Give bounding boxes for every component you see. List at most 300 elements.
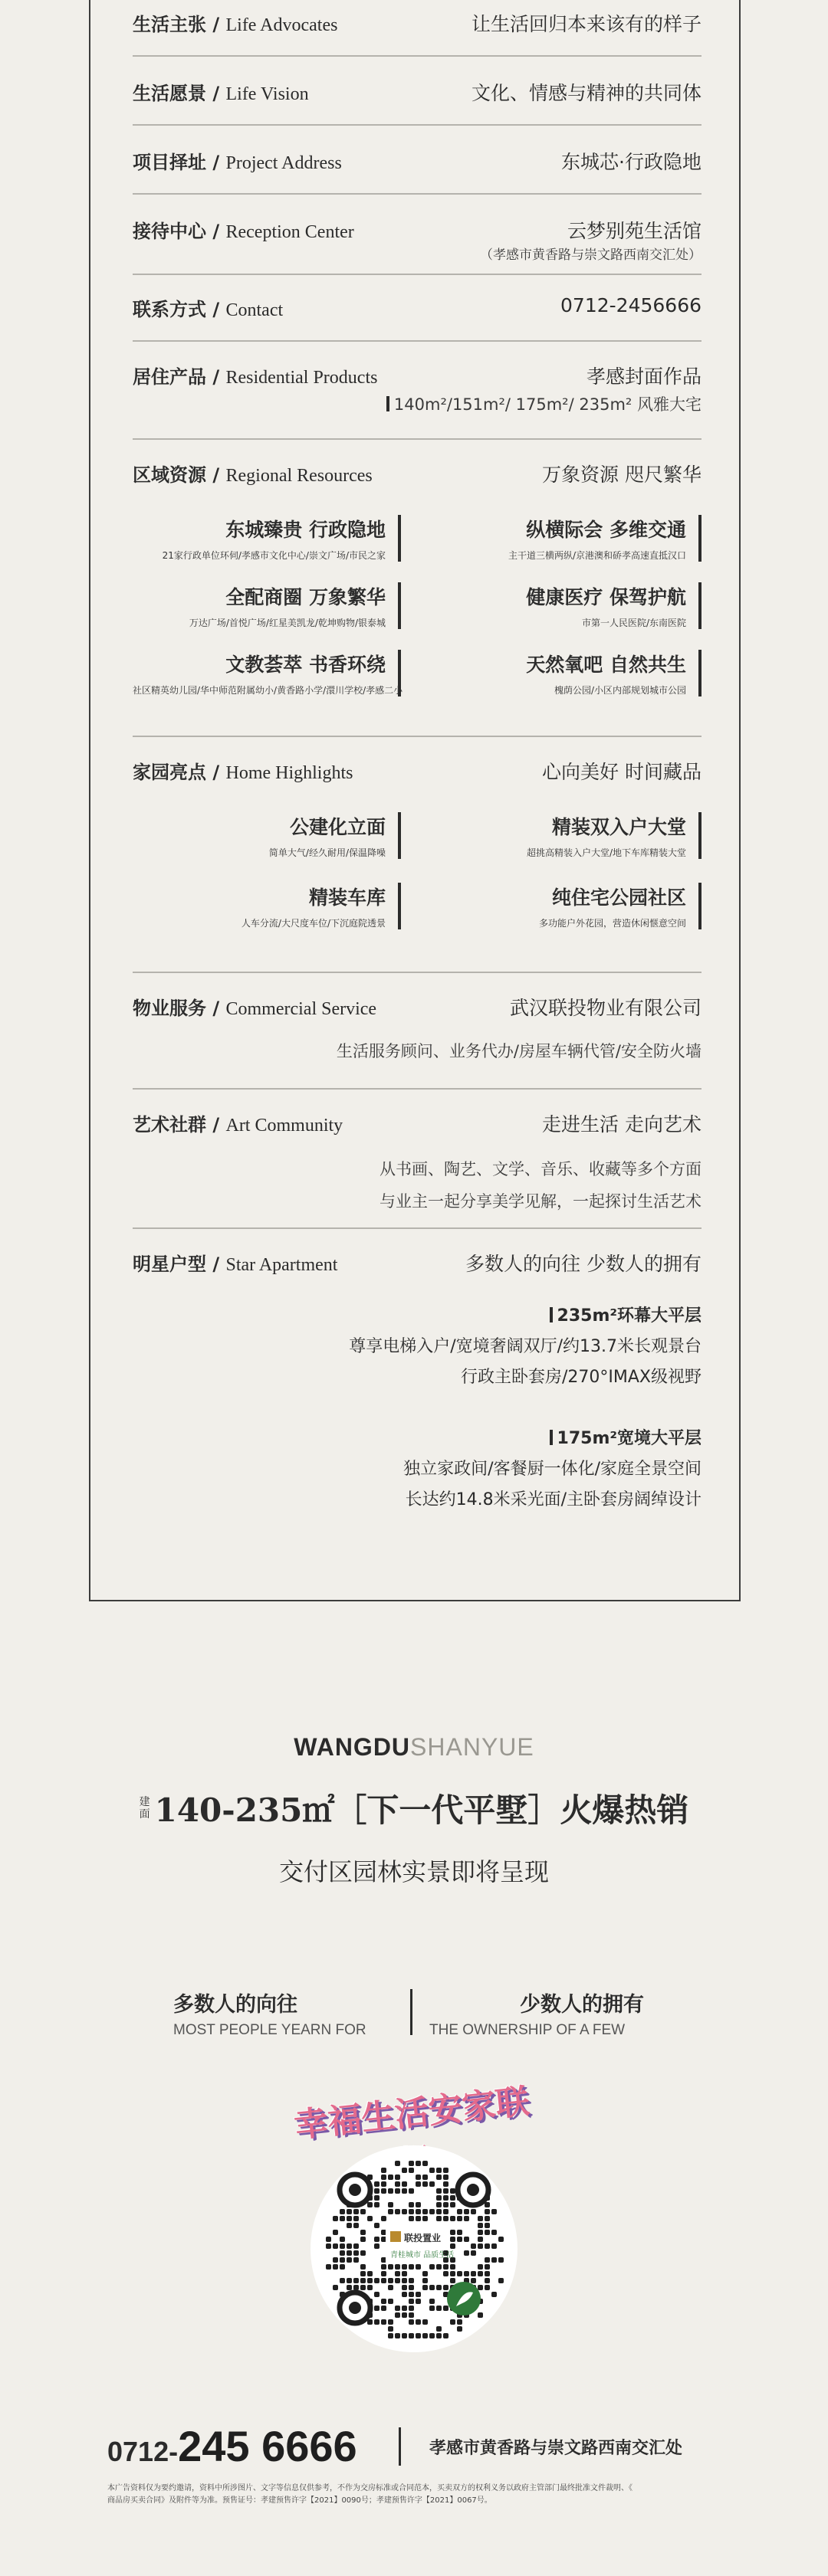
qr-dot xyxy=(374,2181,380,2187)
slogan-left xyxy=(173,1988,396,2039)
qr-dot xyxy=(374,2292,380,2297)
qr-dot xyxy=(340,2237,345,2242)
qr-dot xyxy=(395,2312,400,2318)
qr-dot xyxy=(409,2168,414,2173)
qr-dot xyxy=(340,2216,345,2221)
qr-dot xyxy=(374,2188,380,2194)
qr-dot xyxy=(381,2264,386,2270)
regional-item xyxy=(433,650,702,696)
footer-phone[interactable] xyxy=(107,2421,357,2471)
value: 走进生活 走向艺术 xyxy=(542,1113,702,1136)
qr-dot xyxy=(395,2188,400,2194)
qr-dot xyxy=(436,2175,442,2180)
qr-dot xyxy=(333,2257,338,2263)
item-title: 公建化立面 xyxy=(289,816,386,838)
qr-dot xyxy=(450,2216,455,2221)
qr-dot xyxy=(471,2209,476,2214)
qr-dot xyxy=(402,2271,407,2276)
qr-dot xyxy=(422,2209,428,2214)
row-project-address: 项目择址 / Project Address 东城芯·行政隐地 xyxy=(133,147,702,174)
art-line-2: 与业主一起分享美学见解，一起探讨生活艺术 xyxy=(380,1192,702,1211)
qr-dot xyxy=(429,2306,435,2311)
qr-dot xyxy=(450,2195,455,2201)
qr-dot xyxy=(381,2319,386,2325)
label-cn: 接待中心 xyxy=(133,221,206,242)
qr-dot xyxy=(409,2312,414,2318)
qr-dot xyxy=(491,2230,497,2235)
row-art: 艺术社群 / Art Community 走进生活 走向艺术 从书画、陶艺、文学、音乐、收藏等多个方面 与业主一起分享美学见解，一起探讨生活艺术 xyxy=(133,1109,702,1209)
regional-item xyxy=(433,582,702,629)
qr-code[interactable] xyxy=(310,2145,518,2352)
qr-dot xyxy=(367,2202,373,2207)
qr-dot xyxy=(457,2237,462,2242)
qr-dot xyxy=(340,2278,345,2283)
regional-item xyxy=(133,515,401,562)
qr-dot xyxy=(381,2230,386,2235)
qr-dot xyxy=(326,2237,331,2242)
qr-dot xyxy=(402,2292,407,2297)
value: 孝感封面作品 xyxy=(586,365,702,388)
divider xyxy=(133,124,702,126)
label-cn: 区域资源 xyxy=(133,464,206,486)
qr-dot xyxy=(498,2237,504,2242)
disclaimer xyxy=(107,2483,736,2507)
brand-logo xyxy=(0,1733,828,1762)
qr-dot xyxy=(471,2243,476,2249)
home-item xyxy=(433,883,702,929)
qr-dot xyxy=(443,2202,449,2207)
divider xyxy=(133,972,702,973)
logo-shanyue: SHANYUE xyxy=(410,1733,534,1761)
qr-dot xyxy=(360,2250,366,2256)
label-cn: 联系方式 xyxy=(133,299,206,320)
qr-dot xyxy=(436,2202,442,2207)
slogan-right xyxy=(429,1988,675,2039)
qr-dot xyxy=(326,2243,331,2249)
qr-dot xyxy=(416,2175,421,2180)
banner-text: 幸福生活安家联投 xyxy=(292,2082,531,2146)
disclaimer-line-2: 商品房买卖合同》及附件等为准。预售证号：孝建预售许字【2021】0090号；孝建预售许字【2021】0067号。 xyxy=(107,2496,492,2505)
qr-dot xyxy=(457,2216,462,2221)
qr-finder-dot xyxy=(467,2184,479,2196)
headline-text: 140-235㎡［下一代平墅］火爆热销 xyxy=(154,1791,689,1829)
qr-dot xyxy=(347,2278,352,2283)
item-desc: 多功能户外花园，营造休闲惬意空间 xyxy=(538,918,686,929)
qr-dot xyxy=(478,2285,483,2290)
qr-dot xyxy=(416,2161,421,2166)
item-title: 天然氧吧 自然共生 xyxy=(526,654,686,676)
slogan-right-cn: 少数人的拥有 xyxy=(520,1993,644,2017)
item-desc: 市第一人民医院/东南医院 xyxy=(581,618,686,628)
qr-dot xyxy=(388,2209,393,2214)
qr-dot xyxy=(388,2202,393,2207)
qr-dot xyxy=(485,2278,490,2283)
qr-dot xyxy=(353,2250,359,2256)
qr-dot xyxy=(381,2188,386,2194)
item-desc: 万达广场/首悦广场/红星美凯龙/乾坤购物/银泰城 xyxy=(189,618,386,628)
footer-address: 孝感市黄香路与崇文路西南交汇处 xyxy=(429,2439,683,2458)
qr-dot xyxy=(436,2326,442,2332)
qr-dot xyxy=(443,2285,449,2290)
qr-dot xyxy=(360,2209,366,2214)
qr-dot xyxy=(429,2264,435,2270)
qr-dot xyxy=(353,2216,359,2221)
qr-dot xyxy=(429,2168,435,2173)
qr-dot xyxy=(395,2209,400,2214)
qr-dot xyxy=(429,2333,435,2338)
row-home: 家园亮点 / Home Highlights 心向美好 时间藏品 xyxy=(133,757,702,784)
label-en: Reception Center xyxy=(225,222,354,242)
qr-dot xyxy=(395,2175,400,2180)
qr-dot xyxy=(416,2319,421,2325)
contact-phone[interactable]: 0712-2456666 xyxy=(560,294,702,316)
qr-dot xyxy=(457,2326,462,2332)
qr-dot xyxy=(471,2278,476,2283)
qr-dot xyxy=(381,2271,386,2276)
row-reception: 接待中心 / Reception Center 云梦别苑生活馆 （孝感市黄香路与崇文路西南交汇处） xyxy=(133,216,702,262)
divider xyxy=(133,736,702,737)
footer-divider xyxy=(399,2427,401,2466)
subline: 交付区园林实景即将呈现 xyxy=(278,1857,549,1886)
qr-dot xyxy=(429,2181,435,2187)
label-en: Home Highlights xyxy=(225,763,353,783)
qr-dot xyxy=(457,2319,462,2325)
qr-dot xyxy=(443,2264,449,2270)
qr-dot xyxy=(353,2278,359,2283)
phone-main: 245 6666 xyxy=(178,2422,357,2470)
qr-dot xyxy=(395,2161,400,2166)
qr-dot xyxy=(381,2237,386,2242)
regional-item xyxy=(133,650,401,696)
divider xyxy=(133,438,702,440)
qr-dot xyxy=(353,2243,359,2249)
qr-dot xyxy=(402,2306,407,2311)
item-title: 精装双入户大堂 xyxy=(551,816,686,838)
qr-dot xyxy=(402,2312,407,2318)
qr-dot xyxy=(457,2209,462,2214)
qr-dot xyxy=(436,2333,442,2338)
qr-dot xyxy=(443,2195,449,2201)
qr-dot xyxy=(395,2306,400,2311)
value: 万象资源 咫尺繁华 xyxy=(542,464,702,486)
qr-dot xyxy=(409,2319,414,2325)
qr-dot xyxy=(367,2278,373,2283)
qr-dot xyxy=(353,2223,359,2228)
qr-dot xyxy=(381,2181,386,2187)
qr-dot xyxy=(450,2230,455,2235)
headline xyxy=(0,1785,828,1831)
qr-dot xyxy=(464,2209,469,2214)
qr-dot xyxy=(457,2230,462,2235)
qr-dot xyxy=(450,2278,455,2283)
item-title: 精装车库 xyxy=(308,887,386,909)
bar-mark xyxy=(386,396,389,411)
qr-text: 青桂城市 品质生活 xyxy=(390,2251,455,2260)
qr-dot xyxy=(333,2216,338,2221)
qr-dot xyxy=(436,2188,442,2194)
qr-badge: 联投置业 xyxy=(404,2233,442,2243)
qr-dot xyxy=(485,2271,490,2276)
qr-finder-dot xyxy=(349,2184,361,2196)
item-title: 东城臻贵 行政隐地 xyxy=(225,519,386,541)
qr-dot xyxy=(416,2299,421,2304)
qr-dot xyxy=(409,2285,414,2290)
row-life-advocates: 生活主张 / Life Advocates 让生活回归本来该有的样子 xyxy=(133,9,702,36)
qr-dot xyxy=(422,2181,428,2187)
qr-dot xyxy=(464,2271,469,2276)
value: 让生活回归本来该有的样子 xyxy=(471,13,702,35)
item-desc: 超挑高精装入户大堂/地下车库精装大堂 xyxy=(526,847,686,858)
qr-dot xyxy=(450,2202,455,2207)
qr-dot xyxy=(485,2257,490,2263)
qr-dot xyxy=(422,2271,428,2276)
label-cn: 艺术社群 xyxy=(133,1114,206,1136)
qr-dot xyxy=(347,2285,352,2290)
qr-dot xyxy=(409,2306,414,2311)
qr-dot xyxy=(464,2216,469,2221)
qr-dot xyxy=(478,2237,483,2242)
qr-dot xyxy=(443,2181,449,2187)
qr-dot xyxy=(347,2223,352,2228)
qr-dot xyxy=(360,2285,366,2290)
qr-dot xyxy=(367,2216,373,2221)
qr-dot xyxy=(409,2278,414,2283)
row-contact: 联系方式 / Contact 0712-2456666 xyxy=(133,294,702,320)
bar-mark xyxy=(550,1307,553,1322)
qr-dot xyxy=(422,2333,428,2338)
logo-wangdu: WANGDU xyxy=(294,1733,411,1761)
qr-dot xyxy=(478,2230,483,2235)
label-en: Contact xyxy=(225,300,284,320)
row-star: 明星户型 / Star Apartment 多数人的向往 少数人的拥有 235m²环幕大平层 尊享电梯入户/宽境奢阔双厅/约13.7米长观景台 行政主卧套房/270°IMAX级视野 175m²宽境大平层 独立家政间/客餐厨一体化/家庭全景空间 长达约14.8米采光面/主卧套房阔绰设计 xyxy=(133,1249,702,1586)
divider xyxy=(133,193,702,195)
qr-dot xyxy=(347,2216,352,2221)
qr-dot xyxy=(367,2285,373,2290)
qr-dot xyxy=(416,2264,421,2270)
qr-dot xyxy=(374,2195,380,2201)
qr-dot xyxy=(388,2285,393,2290)
qr-dot xyxy=(409,2202,414,2207)
qr-dot xyxy=(485,2285,490,2290)
qr-dot xyxy=(478,2243,483,2249)
label-en: Art Community xyxy=(225,1116,343,1136)
item-desc: 槐荫公园/小区内部规划城市公园 xyxy=(554,685,686,696)
qr-dot xyxy=(347,2243,352,2249)
qr-dot xyxy=(353,2257,359,2263)
qr-dot xyxy=(374,2237,380,2242)
qr-dot xyxy=(416,2181,421,2187)
qr-dot xyxy=(485,2230,490,2235)
item-desc: 21家行政单位环伺/孝感市文化中心/崇文广场/市民之家 xyxy=(162,550,386,561)
qr-dot xyxy=(340,2250,345,2256)
label-cn: 生活愿景 xyxy=(133,83,206,104)
qr-dot xyxy=(402,2264,407,2270)
qr-dot xyxy=(416,2333,421,2338)
qr-dot xyxy=(360,2230,366,2235)
qr-dot xyxy=(436,2264,442,2270)
qr-dot xyxy=(443,2175,449,2180)
qr-dot xyxy=(360,2264,366,2270)
qr-dot xyxy=(450,2264,455,2270)
slogan-right-en: THE OWNERSHIP OF A FEW xyxy=(429,2022,626,2038)
divider xyxy=(133,1227,702,1229)
qr-dot xyxy=(491,2257,497,2263)
qr-dot xyxy=(402,2333,407,2338)
label-en: Life Advocates xyxy=(225,15,338,35)
qr-dot xyxy=(422,2161,428,2166)
item-desc: 简单大气/经久耐用/保温降噪 xyxy=(268,847,386,858)
qr-dot xyxy=(491,2209,497,2214)
area-label-1: 建 xyxy=(139,1796,150,1808)
qr-dot xyxy=(478,2271,483,2276)
label-cn: 家园亮点 xyxy=(133,762,206,783)
qr-dot xyxy=(443,2209,449,2214)
qr-dot xyxy=(353,2285,359,2290)
qr-dot xyxy=(409,2299,414,2304)
qr-dot xyxy=(422,2175,428,2180)
qr-dot xyxy=(333,2230,338,2235)
qr-dot xyxy=(409,2188,414,2194)
qr-dot xyxy=(485,2243,490,2249)
value: 云梦别苑生活馆 xyxy=(567,220,702,242)
qr-dot xyxy=(333,2264,338,2270)
qr-dot xyxy=(498,2278,504,2283)
qr-dot xyxy=(395,2278,400,2283)
label-cn: 明星户型 xyxy=(133,1254,206,1275)
qr-dot xyxy=(429,2285,435,2290)
info-card xyxy=(89,0,741,1601)
qr-dot xyxy=(367,2271,373,2276)
slogan-divider xyxy=(410,1989,412,2035)
home-item xyxy=(433,812,702,859)
item-title: 全配商圈 万象繁华 xyxy=(225,586,386,608)
qr-dot xyxy=(409,2161,414,2166)
label-cn: 物业服务 xyxy=(133,998,206,1019)
qr-dot xyxy=(443,2306,449,2311)
qr-dot xyxy=(347,2250,352,2256)
item-title: 纵横际会 多维交通 xyxy=(526,519,686,541)
art-line-1: 从书画、陶艺、文学、音乐、收藏等多个方面 xyxy=(380,1160,702,1178)
qr-dot xyxy=(450,2319,455,2325)
qr-dot xyxy=(450,2271,455,2276)
regional-item xyxy=(133,582,401,629)
qr-dot xyxy=(409,2216,414,2221)
qr-dot xyxy=(388,2264,393,2270)
slogan-left-cn: 多数人的向往 xyxy=(173,1993,297,2017)
qr-dot xyxy=(347,2209,352,2214)
qr-dot xyxy=(395,2271,400,2276)
qr-dot xyxy=(374,2306,380,2311)
unit-line: 尊享电梯入户/宽境奢阔双厅/约13.7米长观景台 xyxy=(349,1337,702,1356)
reception-address: （孝感市黄香路与崇文路西南交汇处） xyxy=(480,247,702,263)
qr-dot xyxy=(422,2285,428,2290)
qr-dot xyxy=(381,2278,386,2283)
qr-dot xyxy=(478,2216,483,2221)
row-regional: 区域资源 / Regional Resources 万象资源 咫尺繁华 xyxy=(133,460,702,487)
qr-dot xyxy=(374,2278,380,2283)
qr-dot xyxy=(409,2209,414,2214)
divider xyxy=(133,1088,702,1090)
divider xyxy=(133,274,702,275)
qr-dot xyxy=(436,2285,442,2290)
qr-dot xyxy=(340,2264,345,2270)
qr-dot xyxy=(402,2188,407,2194)
qr-dot xyxy=(409,2292,414,2297)
qr-dot xyxy=(485,2264,490,2270)
qr-dot xyxy=(381,2168,386,2173)
qr-dot xyxy=(422,2278,428,2283)
qr-dot xyxy=(422,2216,428,2221)
qr-dot xyxy=(388,2299,393,2304)
qr-dot xyxy=(374,2319,380,2325)
item-title: 健康医疗 保驾护航 xyxy=(526,586,686,608)
qr-dot xyxy=(478,2223,483,2228)
qr-dot xyxy=(388,2278,393,2283)
qr-dot xyxy=(402,2209,407,2214)
qr-dot xyxy=(381,2257,386,2263)
label-en: Life Vision xyxy=(225,84,309,104)
qr-dot xyxy=(381,2216,386,2221)
phone-prefix: 0712- xyxy=(107,2436,179,2467)
qr-dot xyxy=(443,2271,449,2276)
qr-dot xyxy=(491,2243,497,2249)
home-item xyxy=(133,812,401,859)
qr-dot xyxy=(374,2223,380,2228)
qr-dot xyxy=(471,2250,476,2256)
value: 武汉联投物业有限公司 xyxy=(509,997,702,1019)
label-en: Residential Products xyxy=(225,368,378,388)
qr-dot xyxy=(395,2181,400,2187)
label-en: Project Address xyxy=(225,153,342,173)
label-en: Star Apartment xyxy=(225,1255,338,1275)
unit-sizes: 140m²/151m²/ 175m²/ 235m² 风雅大宅 xyxy=(393,395,702,414)
qr-dot xyxy=(485,2209,490,2214)
label-cn: 项目择址 xyxy=(133,152,206,173)
qr-dot xyxy=(402,2168,407,2173)
qr-dot xyxy=(360,2271,366,2276)
qr-dot xyxy=(450,2188,455,2194)
qr-dot xyxy=(381,2299,386,2304)
qr-dot xyxy=(333,2285,338,2290)
qr-dot xyxy=(491,2292,497,2297)
label-en: Regional Resources xyxy=(225,466,373,486)
property-services: 生活服务顾问、业务代办/房屋车辆代管/安全防火墙 xyxy=(336,1042,702,1060)
label-en: Commercial Service xyxy=(225,999,377,1019)
value: 东城芯·行政隐地 xyxy=(561,151,702,173)
qr-dot xyxy=(340,2243,345,2249)
qr-dot xyxy=(374,2202,380,2207)
qr-dot xyxy=(443,2188,449,2194)
qr-dot xyxy=(409,2333,414,2338)
qr-dot xyxy=(402,2285,407,2290)
qr-dot xyxy=(450,2237,455,2242)
qr-dot xyxy=(395,2264,400,2270)
qr-dot xyxy=(347,2257,352,2263)
qr-dot xyxy=(443,2168,449,2173)
qr-dot xyxy=(464,2250,469,2256)
area-label-2: 面 xyxy=(139,1808,150,1821)
qr-dot xyxy=(333,2243,338,2249)
qr-dot xyxy=(388,2326,393,2332)
qr-dot xyxy=(429,2299,435,2304)
qr-dot xyxy=(478,2264,483,2270)
item-title: 文教荟萃 书香环绕 xyxy=(225,654,386,676)
qr-dot xyxy=(422,2319,428,2325)
unit-title: 235m²环幕大平层 xyxy=(557,1306,702,1326)
unit-line: 长达约14.8米采光面/主卧套房阔绰设计 xyxy=(405,1490,702,1509)
qr-dot xyxy=(478,2312,483,2318)
qr-dot xyxy=(443,2333,449,2338)
